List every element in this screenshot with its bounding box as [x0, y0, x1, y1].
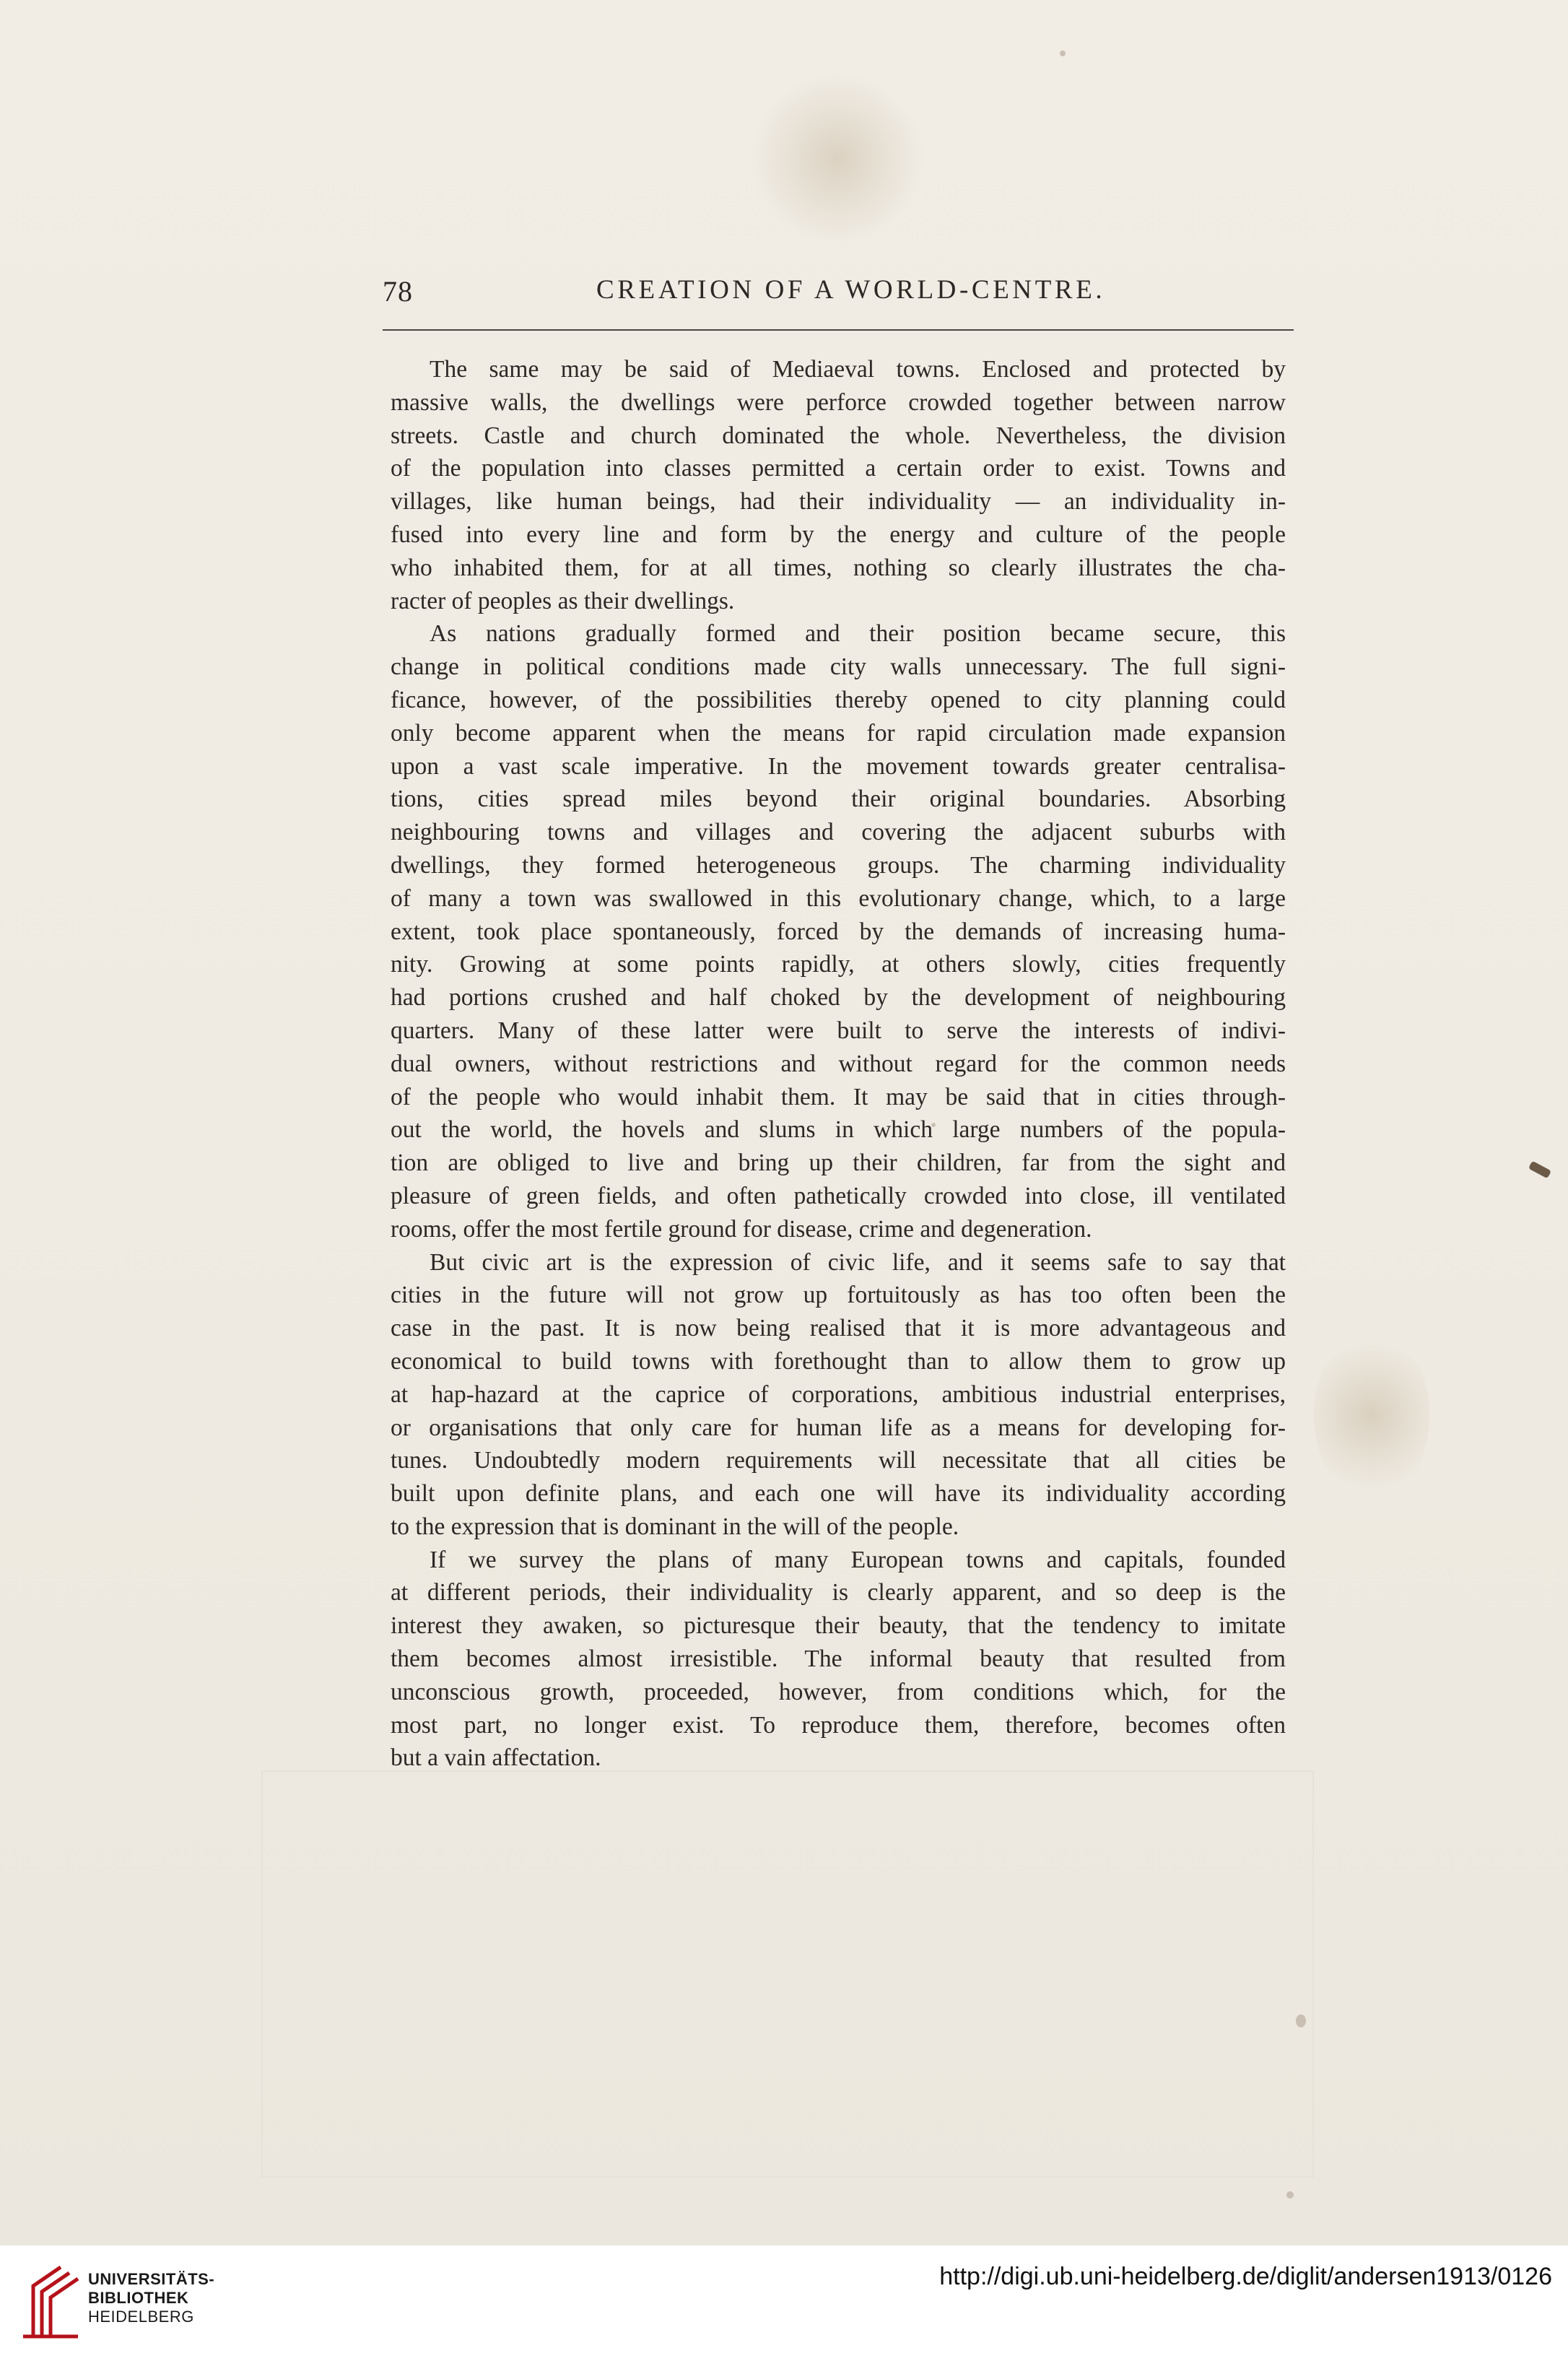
- text-line: neighbouring towns and villages and covering the adjacent suburbs with: [391, 819, 1286, 846]
- margin-mark: [1528, 1161, 1551, 1179]
- text-line: only become apparent when the means for rapid circulation made expansion: [391, 719, 1286, 747]
- text-line: But civic art is the expression of civic life, and it seems safe to say that: [430, 1248, 1286, 1276]
- text-line: quarters. Many of these latter were built to serve the interests of indivi-: [391, 1017, 1286, 1044]
- text-line: pleasure of green fields, and often pathetically crowded into close, ill ventilated: [391, 1182, 1286, 1209]
- logo-line: UNIVERSITÄTS-: [88, 2270, 215, 2288]
- text-line: unconscious growth, proceeded, however, from conditions which, for the: [391, 1678, 1286, 1705]
- text-line: extent, took place spontaneously, forced by the demands of increasing huma-: [391, 918, 1286, 945]
- paper-speck: [1060, 51, 1066, 56]
- text-line: but a vain affectation.: [391, 1744, 601, 1772]
- text-line: of the people who would inhabit them. It may be said that in cities through-: [391, 1083, 1286, 1110]
- text-line: The same may be said of Mediaeval towns. Enclosed and protected by: [430, 356, 1286, 383]
- text-line: economical to build towns with forethought than to allow them to grow up: [391, 1347, 1286, 1375]
- text-line: racter of peoples as their dwellings.: [391, 587, 735, 614]
- text-line: had portions crushed and half choked by the development of neighbouring: [391, 984, 1286, 1012]
- text-line: at hap-hazard at the caprice of corporations, ambitious industrial enterprises,: [391, 1380, 1286, 1408]
- paper-speck: [1296, 2014, 1306, 2027]
- paragraph: [391, 1246, 1286, 1544]
- text-line: massive walls, the dwellings were perforce crowded together between narrow: [391, 388, 1286, 416]
- library-logo-text: [88, 2270, 214, 2326]
- text-line: change in political conditions made city walls unnecessary. The full signi-: [391, 653, 1286, 681]
- text-line: dual owners, without restrictions and without regard for the common needs: [391, 1050, 1286, 1077]
- logo-line: HEIDELBERG: [88, 2308, 194, 2326]
- text-line: tunes. Undoubtedly modern requirements will necessitate that all cities be: [391, 1447, 1286, 1474]
- text-line: them becomes almost irresistible. The informal beauty that resulted from: [391, 1645, 1286, 1673]
- text-line: If we survey the plans of many European towns and capitals, founded: [430, 1546, 1286, 1573]
- body-text: [391, 353, 1286, 1775]
- text-line: tions, cities spread miles beyond their original boundaries. Absorbing: [391, 786, 1286, 813]
- text-line: cities in the future will not grow up fortuitously as has too often been the: [391, 1282, 1286, 1309]
- header-rule: [383, 329, 1294, 331]
- plate-impression: [261, 1770, 1314, 2178]
- source-url-link[interactable]: http://digi.ub.uni-heidelberg.de/diglit/andersen1913/0126: [939, 2263, 1552, 2290]
- logo-line: BIBLIOTHEK: [88, 2289, 189, 2307]
- text-line: most part, no longer exist. To reproduce them, therefore, becomes often: [391, 1711, 1286, 1739]
- text-line: upon a vast scale imperative. In the movement towards greater centralisa-: [391, 752, 1286, 780]
- page-number: 78: [383, 275, 413, 308]
- paragraph: [391, 617, 1286, 1245]
- text-line: to the expression that is dominant in the will of the people.: [391, 1513, 959, 1540]
- text-line: or organisations that only care for human life as a means for developing for-: [391, 1414, 1286, 1441]
- text-line: fused into every line and form by the energy and culture of the people: [391, 521, 1286, 548]
- running-head: CREATION OF A WORLD-CENTRE.: [596, 275, 1106, 305]
- text-line: villages, like human beings, had their individuality — an individuality in-: [391, 488, 1286, 516]
- text-line: As nations gradually formed and their position became secure, this: [430, 620, 1286, 648]
- text-line: ficance, however, of the possibilities thereby opened to city planning could: [391, 686, 1286, 713]
- text-line: who inhabited them, for at all times, nothing so clearly illustrates the cha-: [391, 554, 1286, 581]
- paragraph: [391, 1544, 1286, 1775]
- text-line: dwellings, they formed heterogeneous groups. The charming individuality: [391, 851, 1286, 879]
- page-header: [383, 274, 1294, 325]
- text-line: of many a town was swallowed in this evolutionary change, which, to a large: [391, 884, 1286, 912]
- text-line: of the population into classes permitted a certain order to exist. Towns and: [391, 455, 1286, 482]
- library-logo-icon: [16, 2261, 81, 2342]
- paper-stain: [751, 72, 924, 245]
- paper-stain: [1314, 1329, 1429, 1502]
- text-line: at different periods, their individuality is clearly apparent, and so deep is the: [391, 1579, 1286, 1606]
- text-line: nity. Growing at some points rapidly, at others slowly, cities frequently: [391, 951, 1286, 978]
- text-line: streets. Castle and church dominated the whole. Nevertheless, the division: [391, 422, 1286, 449]
- paragraph: [391, 353, 1286, 617]
- text-line: tion are obliged to live and bring up their children, far from the sight and: [391, 1149, 1286, 1177]
- paper-speck: [1286, 2191, 1294, 2199]
- text-line: case in the past. It is now being realised that it is more advantageous and: [391, 1315, 1286, 1342]
- text-line: interest they awaken, so picturesque their beauty, that the tendency to imitate: [391, 1612, 1286, 1640]
- text-line: built upon definite plans, and each one will have its individuality according: [391, 1480, 1286, 1508]
- text-line: out the world, the hovels and slums in which large numbers of the popula-: [391, 1116, 1286, 1144]
- text-line: rooms, offer the most fertile ground for disease, crime and degeneration.: [391, 1215, 1092, 1243]
